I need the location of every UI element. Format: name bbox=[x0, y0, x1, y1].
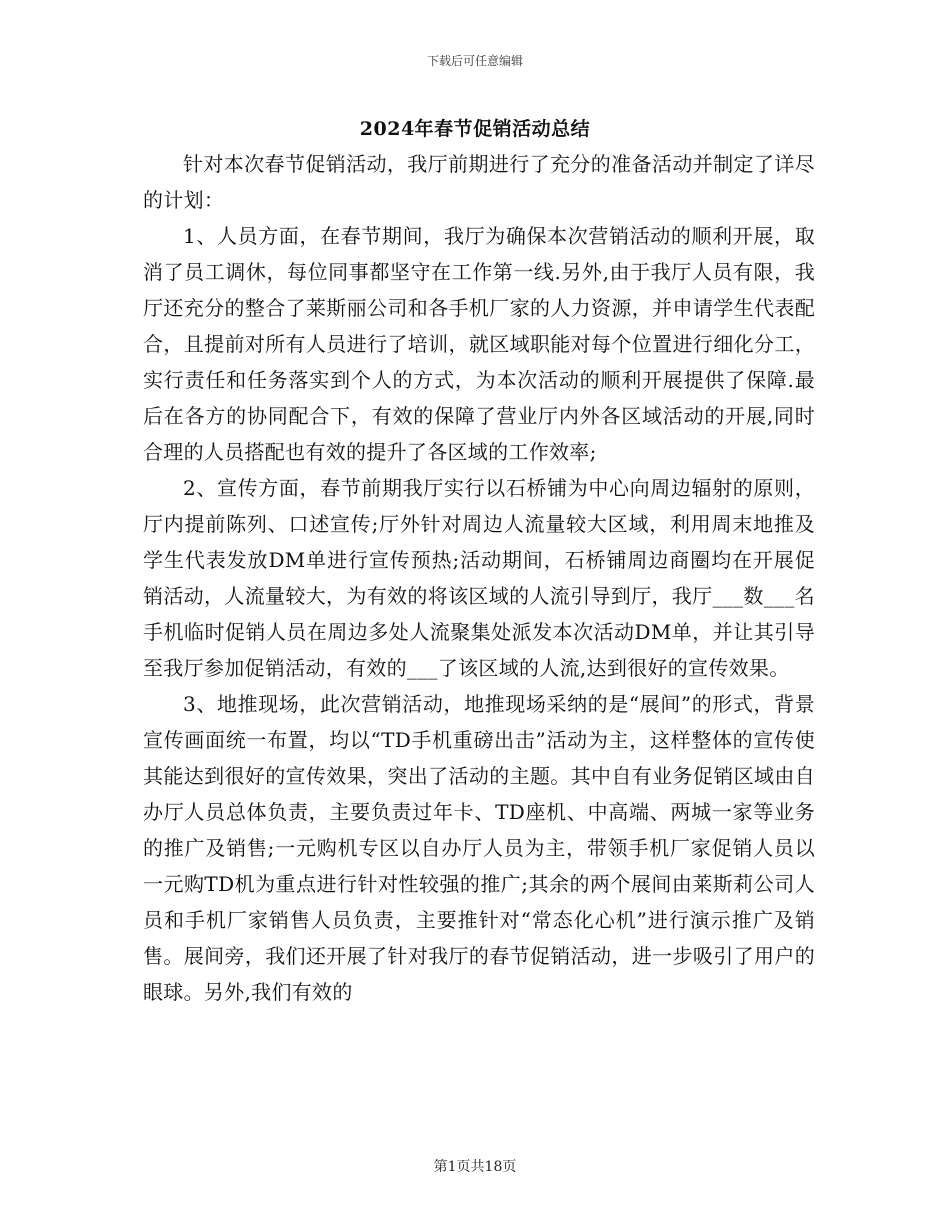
document-title: 2024年春节促销活动总结 bbox=[359, 118, 591, 140]
paragraph-intro: 针对本次春节促销活动，我厅前期进行了充分的准备活动并制定了详尽的计划： bbox=[143, 152, 815, 212]
page-header-note: 下载后可任意编辑 bbox=[426, 54, 523, 68]
page-number: 第1页共18页 bbox=[433, 1159, 517, 1175]
paragraph-onsite: 3、地推现场，此次营销活动，地推现场采纳的是“展间”的形式，背景宣传画面统一布置，均以“TD手机重磅出击”活动为主，这样整体的宣传使其能达到很好的宣传效果，突出了活动的主题。其中自有业务促销区域由自办厅人员总体负责，主要负责过年卡、TD座机、中高端、两城一家等业务的推广及销售;一元购机专区以自办厅人员为主，带领手机厂家促销人员以一元购TD机为重点进行针对性较强的推广;其余的两个展间由莱斯莉公司人员和手机厂家销售人员负责，主要推针对“常态化心机”进行演示推广及销售。展间旁，我们还开展了针对我厅的春节促销活动，进一步吸引了用户的眼球。另外,我们有效的 bbox=[143, 692, 815, 1004]
paragraph-personnel: 1、人员方面，在春节期间，我厅为确保本次营销活动的顺利开展，取消了员工调休，每位同事都坚守在工作第一线.另外,由于我厅人员有限，我厅还充分的整合了莱斯丽公司和各手机厂家的人力资源，并申请学生代表配合，且提前对所有人员进行了培训，就区域职能对每个位置进行细化分工，实行责任和任务落实到个人的方式，为本次活动的顺利开展提供了保障.最后在各方的协同配合下，有效的保障了营业厅内外各区域活动的开展,同时合理的人员搭配也有效的提升了各区域的工作效率; bbox=[143, 224, 815, 464]
paragraph-publicity: 2、宣传方面，春节前期我厅实行以石桥铺为中心向周边辐射的原则，厅内提前陈列、口述宣传;厅外针对周边人流量较大区域，利用周末地推及学生代表发放DM单进行宣传预热;活动期间，石桥铺周边商圈均在开展促销活动，人流量较大，为有效的将该区域的人流引导到厅，我厅___数___名手机临时促销人员在周边多处人流聚集处派发本次活动DM单，并让其引导至我厅参加促销活动，有效的___了该区域的人流,达到很好的宣传效果。 bbox=[143, 476, 815, 680]
document-body bbox=[143, 146, 815, 1010]
